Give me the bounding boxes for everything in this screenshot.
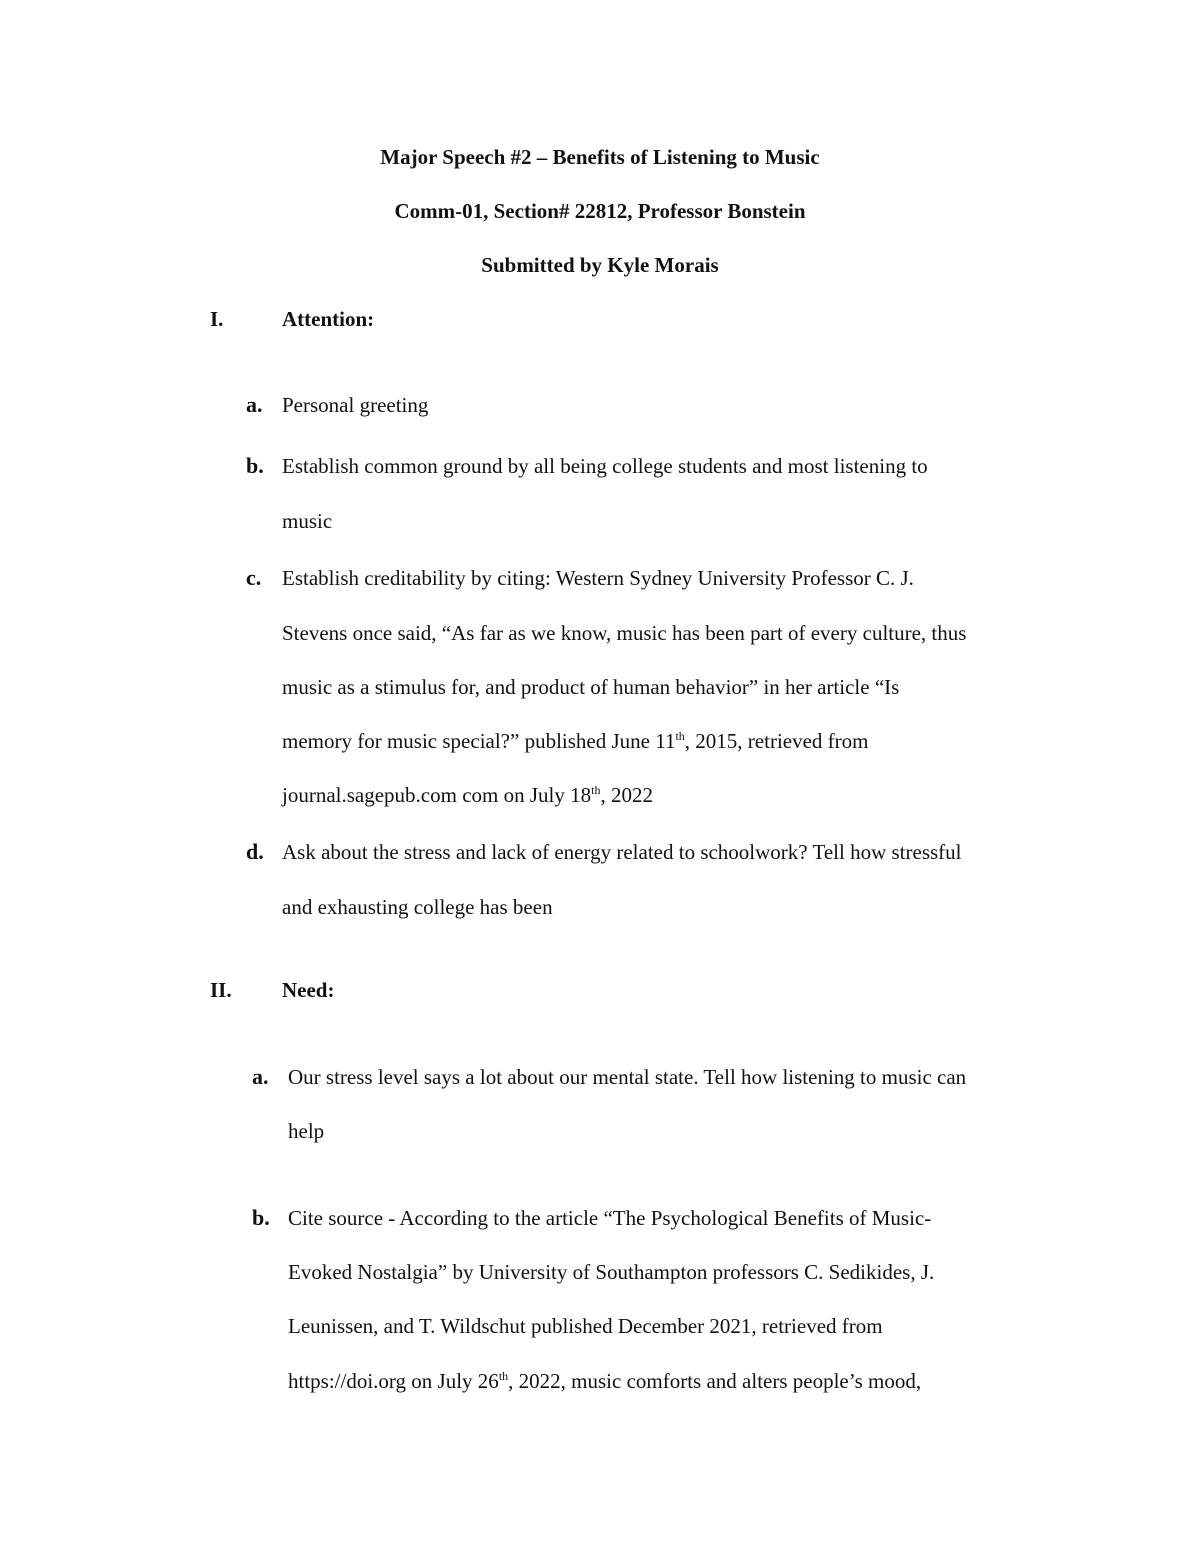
outline-text-line: music as a stimulus for, and product of human behavior” in her article “Is	[282, 675, 900, 699]
document-title: Major Speech #2 – Benefits of Listening to Music	[380, 145, 820, 169]
item-marker: b.	[252, 1205, 270, 1230]
outline-text-line: Our stress level says a lot about our mental state. Tell how listening to music can	[288, 1065, 967, 1089]
outline-text-line: memory for music special?” published June 11th, 2015, retrieved from	[282, 729, 869, 753]
outline-text-line: Establish creditability by citing: Western Sydney University Professor C. J.	[282, 566, 914, 590]
outline-text-line: https://doi.org on July 26th, 2022, music comforts and alters people’s mood,	[288, 1369, 922, 1393]
superscript: th	[591, 783, 601, 797]
item-marker: b.	[246, 453, 264, 478]
section-2-numeral: II.	[210, 978, 232, 1002]
outline-text-line: journal.sagepub.com com on July 18th, 2022	[282, 783, 653, 807]
section-1-heading: Attention:	[282, 307, 375, 331]
outline-text-line: music	[282, 509, 333, 533]
section-1-numeral: I.	[210, 307, 224, 331]
outline-text-line: Establish common ground by all being college students and most listening to	[282, 454, 928, 478]
outline-text-line: Ask about the stress and lack of energy related to schoolwork? Tell how stressful	[282, 840, 962, 864]
item-marker: a.	[252, 1064, 269, 1089]
outline-text-line: help	[288, 1119, 325, 1143]
author-line: Submitted by Kyle Morais	[481, 253, 719, 277]
outline-text-line: and exhausting college has been	[282, 895, 553, 919]
item-marker: d.	[246, 839, 264, 864]
outline-text-line: Personal greeting	[282, 393, 429, 417]
section-2-heading: Need:	[282, 978, 335, 1002]
outline-text-line: Stevens once said, “As far as we know, music has been part of every culture, thus	[282, 621, 967, 645]
item-marker: c.	[246, 565, 262, 590]
item-marker: a.	[246, 392, 263, 417]
outline-text-line: Evoked Nostalgia” by University of Southampton professors C. Sedikides, J.	[288, 1260, 935, 1284]
course-info: Comm-01, Section# 22812, Professor Bonstein	[394, 199, 806, 223]
superscript: th	[675, 729, 685, 743]
superscript: th	[498, 1369, 509, 1383]
outline-text-line: Cite source - According to the article “The Psychological Benefits of Music-	[288, 1206, 932, 1230]
outline-text-line: Leunissen, and T. Wildschut published December 2021, retrieved from	[288, 1314, 883, 1338]
